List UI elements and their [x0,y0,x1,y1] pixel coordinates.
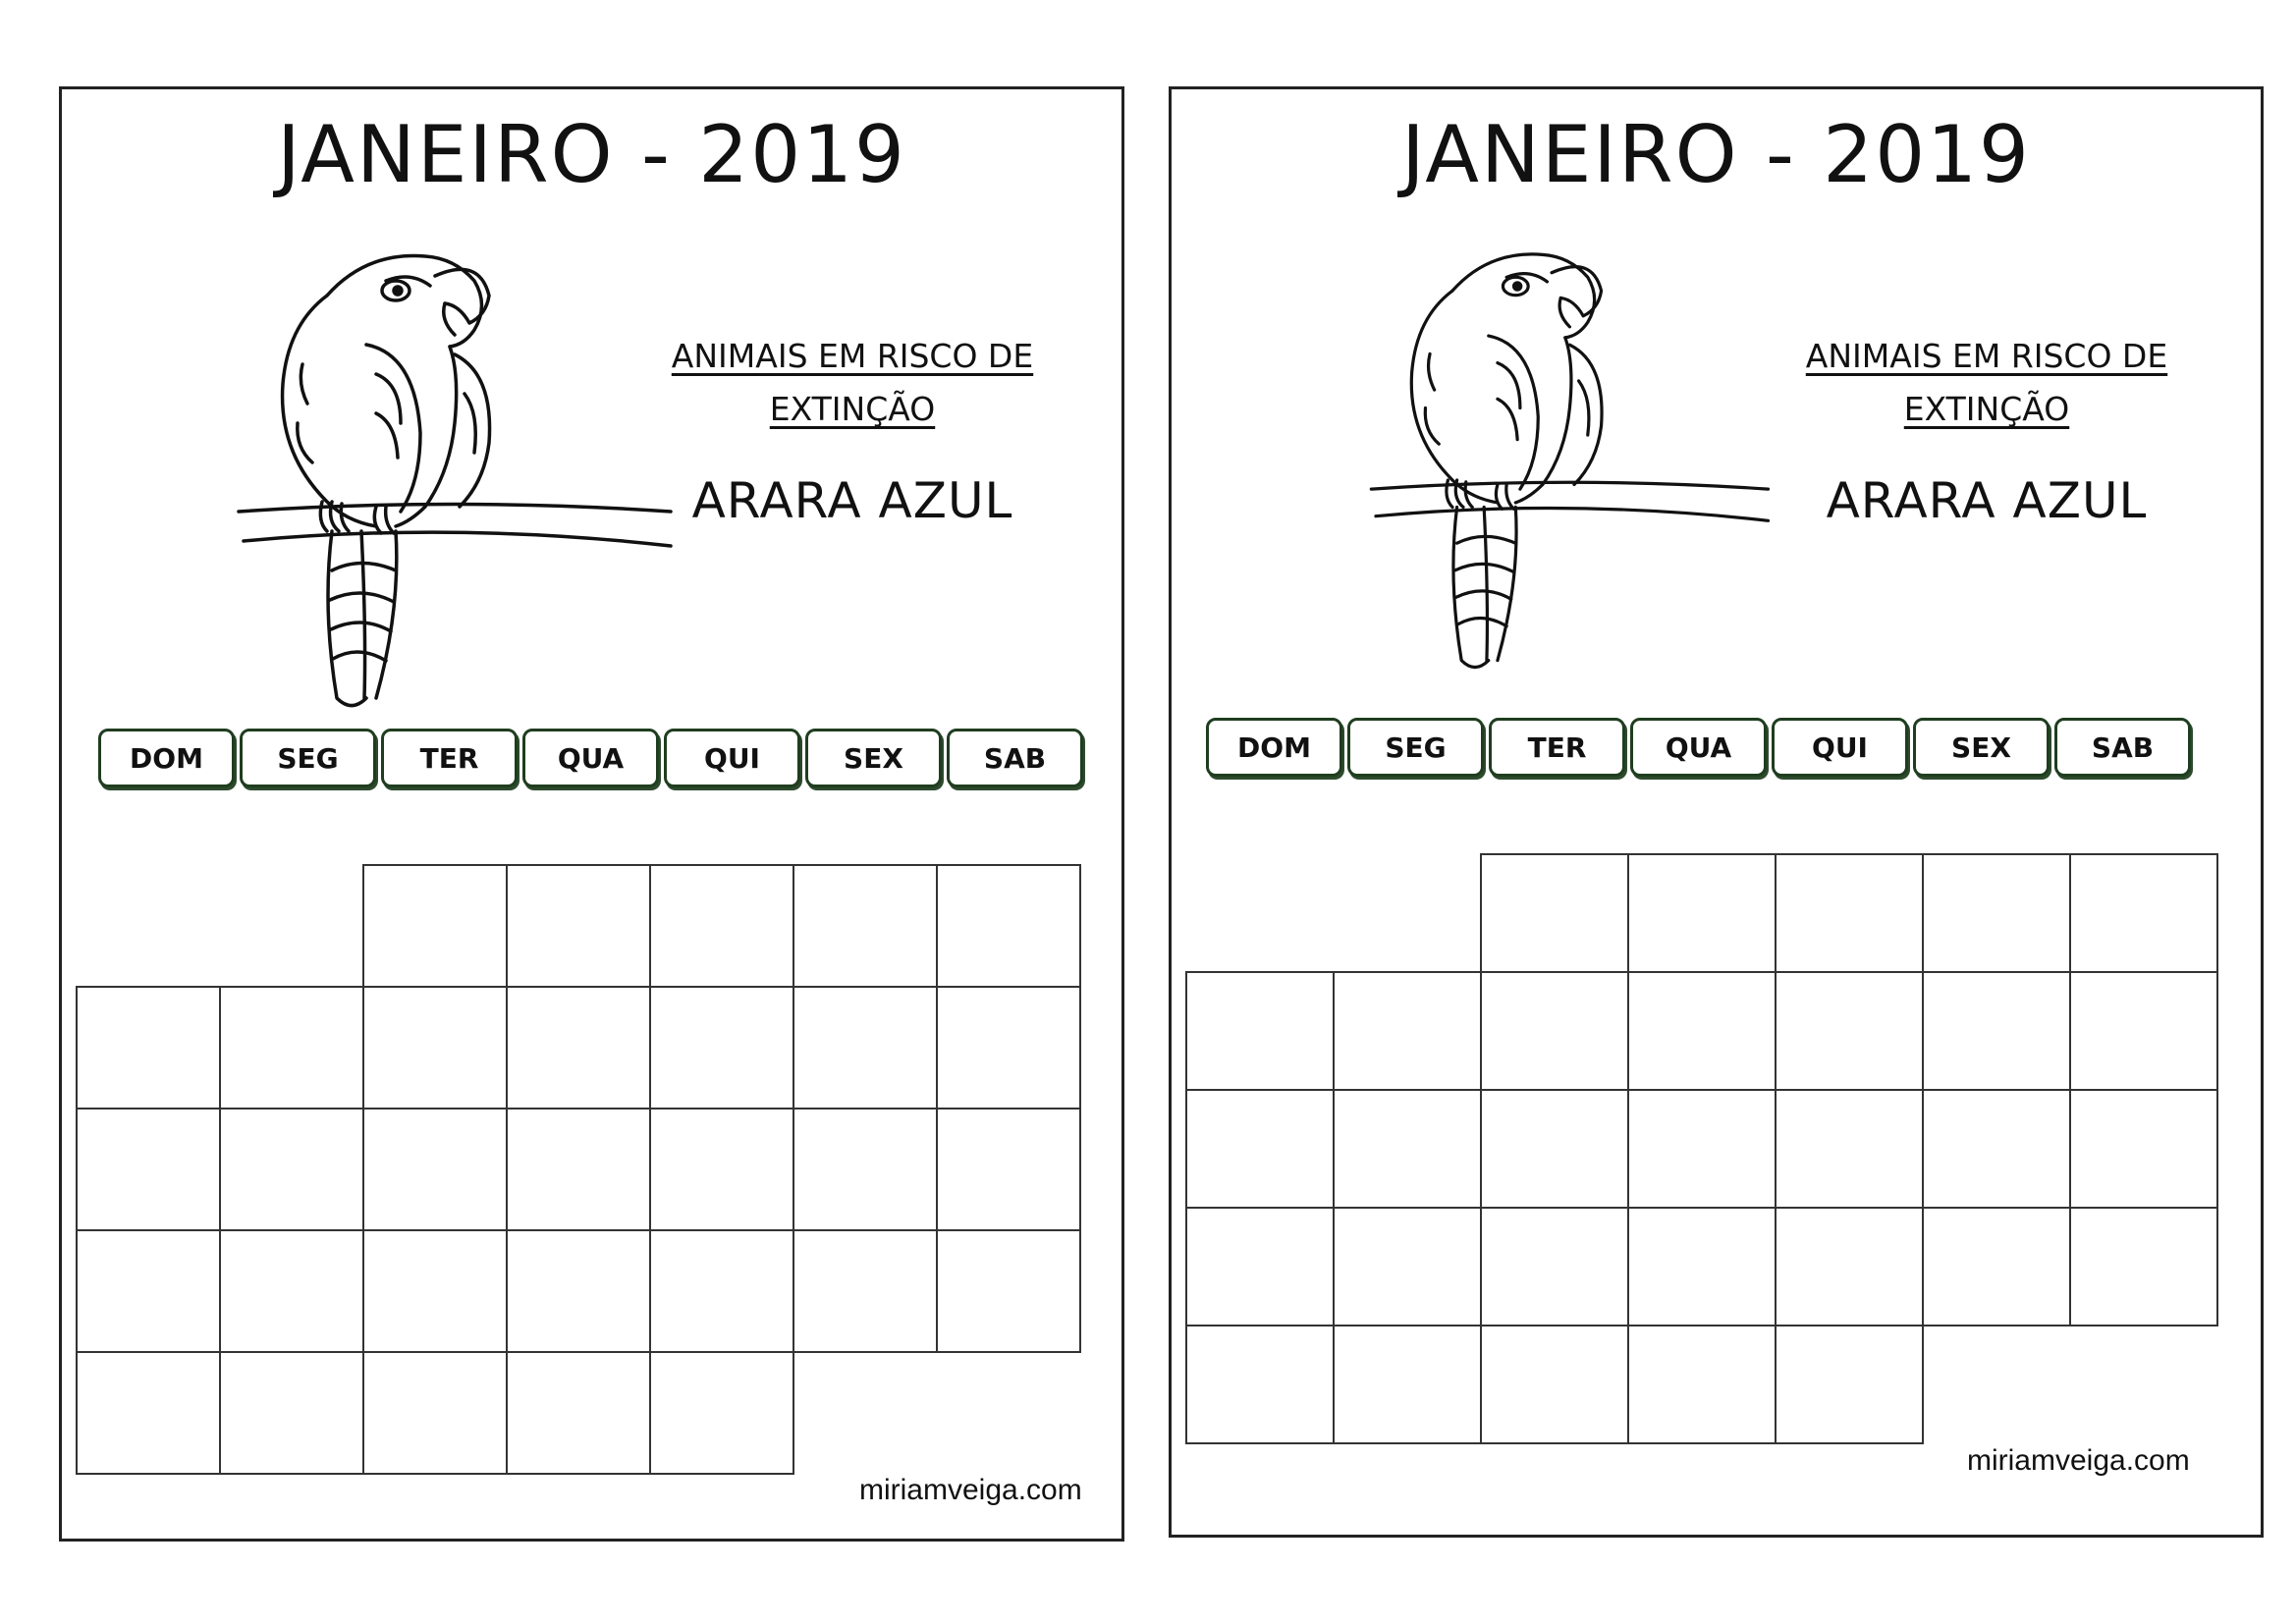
day-cell[interactable] [1480,1207,1629,1326]
calendar-sheet-right [1169,86,2264,1538]
day-cell[interactable] [362,986,508,1110]
day-cell[interactable] [1333,1325,1482,1444]
day-cell[interactable] [793,1229,938,1353]
weekday-thu: QUI [1772,718,1908,777]
weekday-header [98,729,1083,787]
day-cell[interactable] [1922,1089,2071,1209]
day-cell[interactable] [936,986,1081,1110]
calendar-sheet-left [59,86,1124,1542]
month-title: JANEIRO - 2019 [277,109,906,200]
day-cell[interactable] [362,1108,508,1231]
day-cell[interactable] [1775,853,1924,973]
day-cell[interactable] [1480,1325,1629,1444]
day-cell[interactable] [1627,971,1777,1091]
day-cell[interactable] [649,1108,794,1231]
subtitle-line-2: EXTINÇÃO [1903,390,2070,428]
day-cell[interactable] [219,986,364,1110]
day-cell[interactable] [506,1229,651,1353]
day-cell[interactable] [1922,853,2071,973]
weekday-sat: SAB [947,729,1083,787]
weekday-fri: SEX [805,729,942,787]
footer-website: miriamveiga.com [859,1474,1082,1506]
day-cell[interactable] [649,1351,794,1475]
day-cell[interactable] [1775,1089,1924,1209]
subtitle-box [1776,330,2198,436]
day-cell[interactable] [1627,1207,1777,1326]
day-cell[interactable] [2069,1207,2218,1326]
day-cell[interactable] [506,986,651,1110]
day-cell[interactable] [793,986,938,1110]
day-cell[interactable] [1922,971,2071,1091]
day-cell[interactable] [1627,853,1777,973]
weekday-tue: TER [1489,718,1625,777]
day-cell[interactable] [649,986,794,1110]
day-cell[interactable] [1775,1207,1924,1326]
day-cell[interactable] [1333,971,1482,1091]
weekday-mon: SEG [240,729,376,787]
day-cell[interactable] [1185,1325,1335,1444]
day-cell[interactable] [219,1229,364,1353]
day-cell[interactable] [506,864,651,988]
weekday-sat: SAB [2054,718,2191,777]
weekday-tue: TER [381,729,518,787]
day-cell[interactable] [936,1229,1081,1353]
weekday-mon: SEG [1347,718,1484,777]
weekday-thu: QUI [664,729,800,787]
footer-website: miriamveiga.com [1967,1444,2190,1477]
day-cell[interactable] [506,1351,651,1475]
weekday-sun: DOM [98,729,235,787]
day-cell[interactable] [362,864,508,988]
species-name: ARARA AZUL [691,472,1013,529]
parrot-icon [1343,237,1805,678]
day-cell[interactable] [793,1108,938,1231]
subtitle-line-1: ANIMAIS EM RISCO DE [1805,337,2168,375]
day-cell[interactable] [362,1351,508,1475]
parrot-icon [229,237,690,718]
day-cell[interactable] [2069,1089,2218,1209]
day-cell[interactable] [1185,1207,1335,1326]
day-cell[interactable] [1627,1325,1777,1444]
day-cell[interactable] [2069,853,2218,973]
day-cell[interactable] [76,1351,221,1475]
weekday-fri: SEX [1913,718,2050,777]
day-cell[interactable] [506,1108,651,1231]
day-cell[interactable] [362,1229,508,1353]
weekday-header [1206,718,2191,777]
day-cell[interactable] [1775,1325,1924,1444]
day-cell[interactable] [936,1108,1081,1231]
day-cell[interactable] [649,1229,794,1353]
day-cell[interactable] [1333,1089,1482,1209]
day-cell[interactable] [76,1229,221,1353]
weekday-sun: DOM [1206,718,1342,777]
day-cell[interactable] [936,864,1081,988]
species-name: ARARA AZUL [1826,472,2148,529]
weekday-wed: QUA [522,729,659,787]
day-cell[interactable] [1775,971,1924,1091]
subtitle-line-2: EXTINÇÃO [769,390,936,428]
day-cell[interactable] [1185,971,1335,1091]
day-cell[interactable] [649,864,794,988]
month-title: JANEIRO - 2019 [1401,109,2031,200]
day-cell[interactable] [1333,1207,1482,1326]
day-cell[interactable] [219,1351,364,1475]
day-cell[interactable] [219,1108,364,1231]
subtitle-box [646,330,1059,436]
day-cell[interactable] [76,1108,221,1231]
day-cell[interactable] [1627,1089,1777,1209]
day-cell[interactable] [793,864,938,988]
day-cell[interactable] [1480,853,1629,973]
day-cell[interactable] [1185,1089,1335,1209]
weekday-wed: QUA [1630,718,1767,777]
day-cell[interactable] [2069,971,2218,1091]
day-cell[interactable] [1922,1207,2071,1326]
day-cell[interactable] [1480,971,1629,1091]
day-cell[interactable] [76,986,221,1110]
day-cell[interactable] [1480,1089,1629,1209]
subtitle-line-1: ANIMAIS EM RISCO DE [671,337,1034,375]
